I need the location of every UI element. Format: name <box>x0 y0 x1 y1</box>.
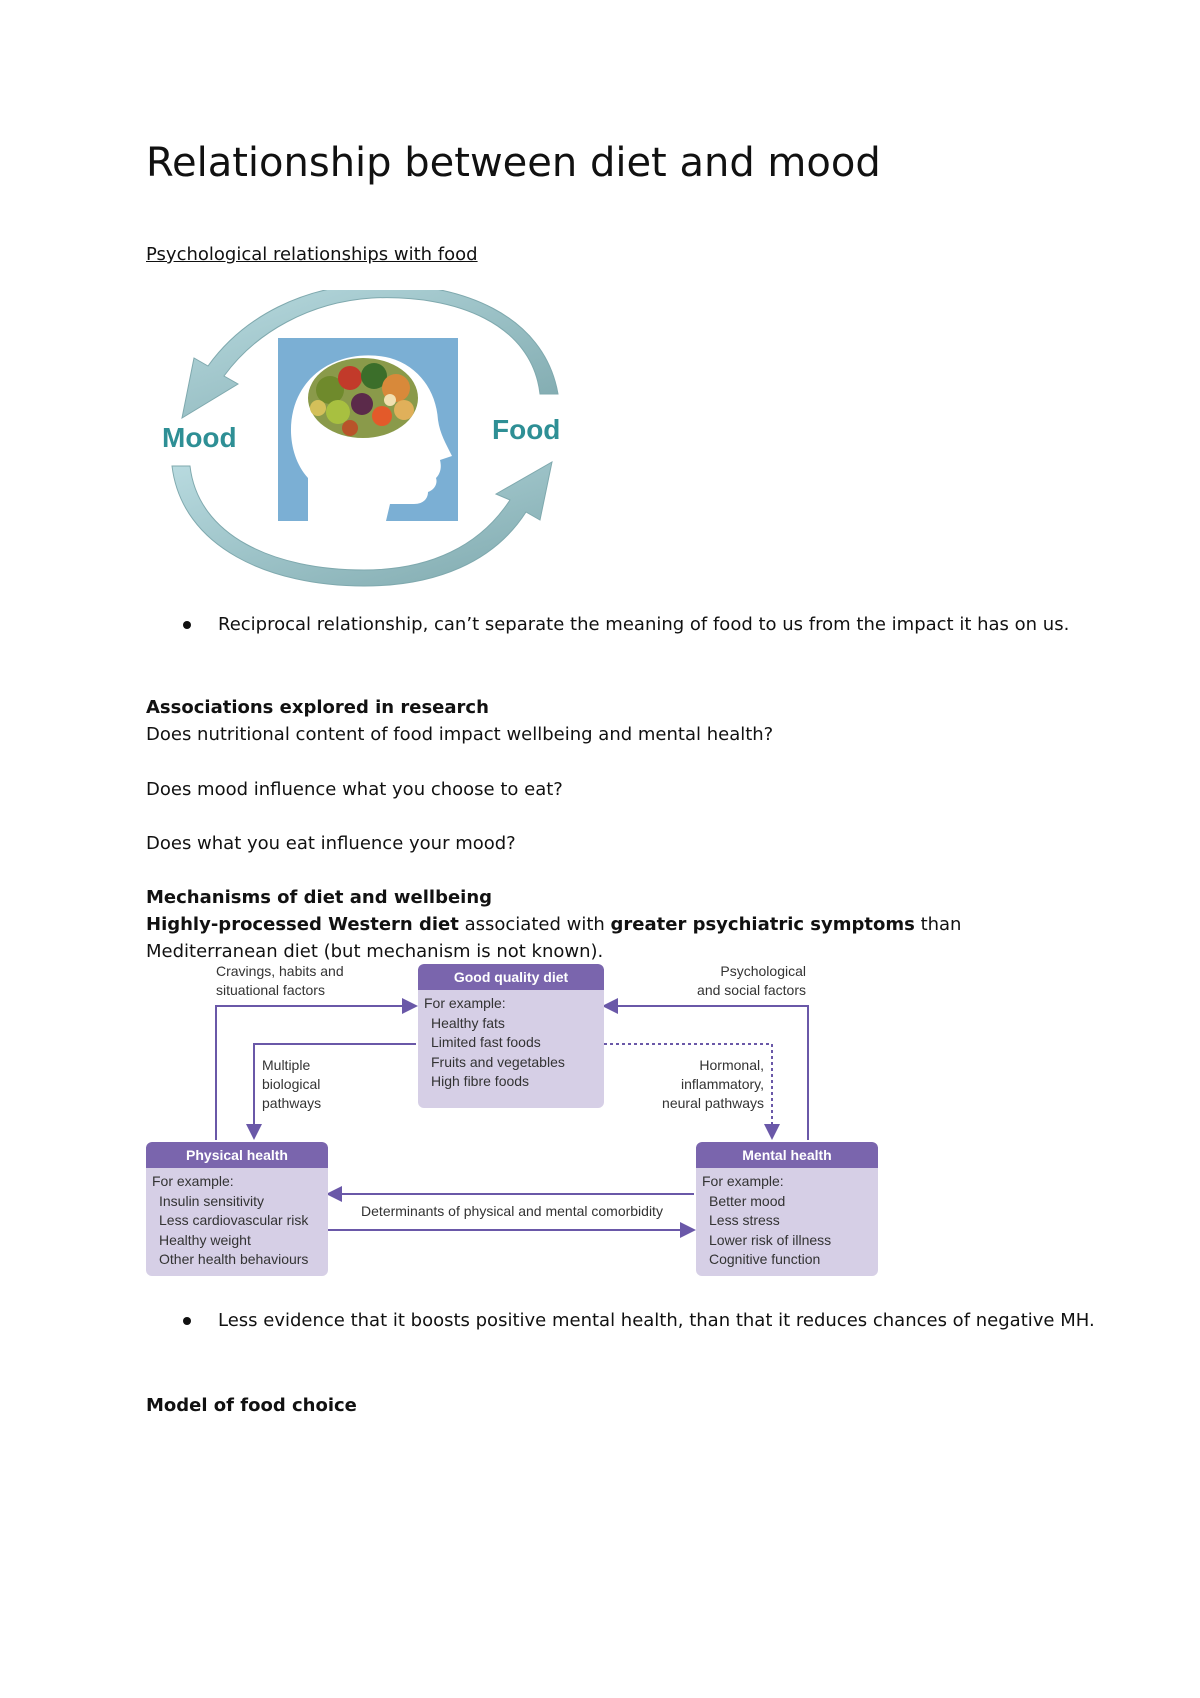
section-heading-psychological: Psychological relationships with food <box>146 244 478 265</box>
question-1: Does nutritional content of food impact wellbeing and mental health? <box>146 724 774 745</box>
diet-health-diagram <box>140 960 900 1280</box>
good-diet-item: Limited fast foods <box>431 1034 541 1050</box>
physical-intro: For example: <box>152 1173 234 1189</box>
head-panel <box>278 338 458 521</box>
para-text-b: than Mediterranean diet (but mechanism is not known). <box>146 914 962 962</box>
good-diet-intro: For example: <box>424 995 506 1011</box>
bullet-evidence <box>146 1307 1095 1367</box>
physical-item: Other health behaviours <box>159 1251 309 1267</box>
section-heading-food-choice: Model of food choice <box>146 1395 357 1416</box>
determinants-label: Determinants of physical and mental comorbidity <box>361 1203 663 1219</box>
mental-health-title: Mental health <box>696 1142 878 1168</box>
food-label: Food <box>492 414 561 445</box>
cravings-label <box>216 962 344 1000</box>
multiple-line: pathways <box>262 1095 322 1111</box>
psych-social-line: and social factors <box>697 982 806 998</box>
section-heading-mechanisms: Mechanisms of diet and wellbeing <box>146 887 493 908</box>
hormonal-line: Hormonal, <box>699 1057 764 1073</box>
bullet-dot <box>183 621 191 629</box>
question-2: Does mood influence what you choose to eat? <box>146 779 563 800</box>
mental-item: Less stress <box>709 1212 780 1228</box>
good-diet-item: Healthy fats <box>431 1014 505 1031</box>
hormonal-line: inflammatory, <box>681 1076 764 1092</box>
cravings-line: situational factors <box>216 982 325 998</box>
good-diet-item: Fruits and vegetables <box>431 1053 565 1070</box>
section-heading-associations: Associations explored in research <box>146 697 489 718</box>
para-text-a: associated with <box>458 914 611 935</box>
hormonal-line: neural pathways <box>662 1095 764 1111</box>
food-brain-icon <box>308 358 418 438</box>
psychiatric-symptoms-bold: greater psychiatric symptoms <box>610 914 915 935</box>
mood-label: Mood <box>162 422 237 453</box>
head-silhouette-icon <box>278 338 458 521</box>
bullet-reciprocal <box>146 611 1070 671</box>
good-diet-title: Good quality diet <box>418 964 604 990</box>
physical-health-title: Physical health <box>146 1142 328 1168</box>
physical-health-box <box>146 1142 328 1276</box>
mental-item: Cognitive function <box>709 1251 821 1267</box>
psych-social-label <box>680 962 806 1000</box>
physical-item: Less cardiovascular risk <box>159 1212 309 1228</box>
western-diet-bold: Highly-processed Western diet <box>146 914 459 935</box>
physical-item: Healthy weight <box>159 1231 251 1248</box>
mechanism-paragraph <box>146 911 1066 965</box>
good-diet-box <box>418 964 604 1108</box>
mood-food-cycle-figure <box>160 290 580 590</box>
cravings-line: Cravings, habits and <box>216 963 344 979</box>
physical-item: Insulin sensitivity <box>159 1192 265 1209</box>
good-diet-item: High fibre foods <box>431 1073 530 1089</box>
psych-social-line: Psychological <box>720 963 806 979</box>
question-3: Does what you eat influence your mood? <box>146 833 516 854</box>
multiple-line: biological <box>262 1076 321 1092</box>
page-title: Relationship between diet and mood <box>146 140 881 186</box>
multiple-line: Multiple <box>262 1057 311 1073</box>
mental-intro: For example: <box>702 1173 784 1189</box>
mental-item: Better mood <box>709 1192 786 1209</box>
mental-item: Lower risk of illness <box>709 1231 832 1248</box>
hormonal-label <box>620 1056 764 1113</box>
bullet-dot <box>183 1317 191 1325</box>
multiple-pathways-label <box>262 1056 321 1113</box>
mental-health-box <box>696 1142 878 1276</box>
bullet-text: Reciprocal relationship, can’t separate the meaning of food to us from the impact it has on us. <box>218 614 1070 635</box>
bullet-text: Less evidence that it boosts positive mental health, than that it reduces chances of negative MH. <box>218 1310 1095 1331</box>
